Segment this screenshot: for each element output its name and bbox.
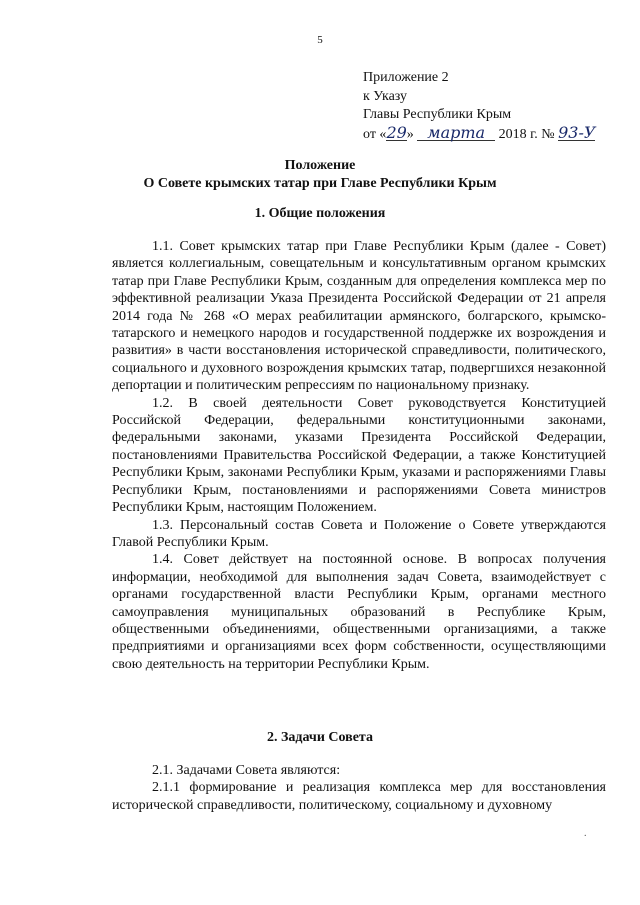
title-line-2: О Совете крымских татар при Главе Республики Крым bbox=[143, 176, 497, 191]
annex-line-3: Главы Республики Крым bbox=[363, 107, 512, 122]
decree-number-handwritten: 93-У bbox=[558, 122, 596, 142]
annex-date-line bbox=[363, 122, 596, 145]
annex-block bbox=[363, 69, 595, 144]
paragraph-1-4: 1.4. Совет действует на постоянной основе. В вопросах получения информации, необходимой для выполнения задач Совета, взаимодействует с органами государственной власти Республики Крым, органами местного самоуправления муниципальных образований в Республике Крым, общественными объединениями, общественными организациями, а также предприятиями и организациями всех форм собственности, осуществляющими свою деятельность на территории Республики Крым. bbox=[112, 552, 606, 672]
title-line-1: Положение bbox=[284, 158, 356, 173]
page-number: 5 bbox=[317, 34, 323, 46]
paragraph-2-1: 2.1. Задачами Совета являются: bbox=[152, 763, 341, 778]
annex-line-1: Приложение 2 bbox=[363, 70, 449, 85]
date-month-handwritten: марта bbox=[417, 125, 495, 141]
paragraph-1-1: 1.1. Совет крымских татар при Главе Республики Крым (далее - Совет) является коллегиальным, совещательным и консультативным органом крымских татар при Главе Республики Крым, созданным для определения комплекса мер по эффективной реализации Указа Президента Российской Федерации от 21 апреля 2014 года № 268 «О мерах реабилитации армянского, болгарского, крымско-татарского и немецкого народов и государственной поддержке их возрождения и развития» в части восстановления исторической справедливости, политического, социального и духовного возрождения крымских татар, подвергшихся незаконной депортации и политическим репрессиям по национальному признаку. bbox=[112, 239, 606, 394]
paragraph-1-3: 1.3. Персональный состав Совета и Положение о Совете утверждаются Главой Республики Крым. bbox=[112, 517, 606, 550]
section-2-body bbox=[112, 762, 606, 814]
corner-mark: . bbox=[584, 828, 587, 839]
paragraph-1-2: 1.2. В своей деятельности Совет руководствуется Конституцией Российской Федерации, федеральными конституционными законами, федеральными законами, указами Президента Российской Федерации, постановлениями Правительства Российской Федерации, а также Конституцией Республики Крым, законами Республики Крым, указами и распоряжениями Главы Республики Крым, постановлениями и распоряжениями Совета министров Республики Крым, настоящим Положением. bbox=[112, 395, 606, 516]
date-day-handwritten: 29 bbox=[386, 122, 407, 142]
paragraph-2-1-1: 2.1.1 формирование и реализация комплекса мер для восстановления исторической справедливости, политическому, социальному и духовному bbox=[112, 780, 606, 813]
section-2-heading: 2. Задачи Совета bbox=[267, 730, 373, 745]
date-year: 2018 г. № bbox=[498, 126, 555, 142]
annex-line-2: к Указу bbox=[363, 88, 408, 104]
date-close: » bbox=[406, 126, 414, 142]
section-1-body bbox=[112, 238, 606, 673]
date-prefix: от « bbox=[363, 126, 387, 142]
document-title bbox=[0, 157, 640, 193]
section-1-heading: 1. Общие положения bbox=[254, 206, 386, 221]
